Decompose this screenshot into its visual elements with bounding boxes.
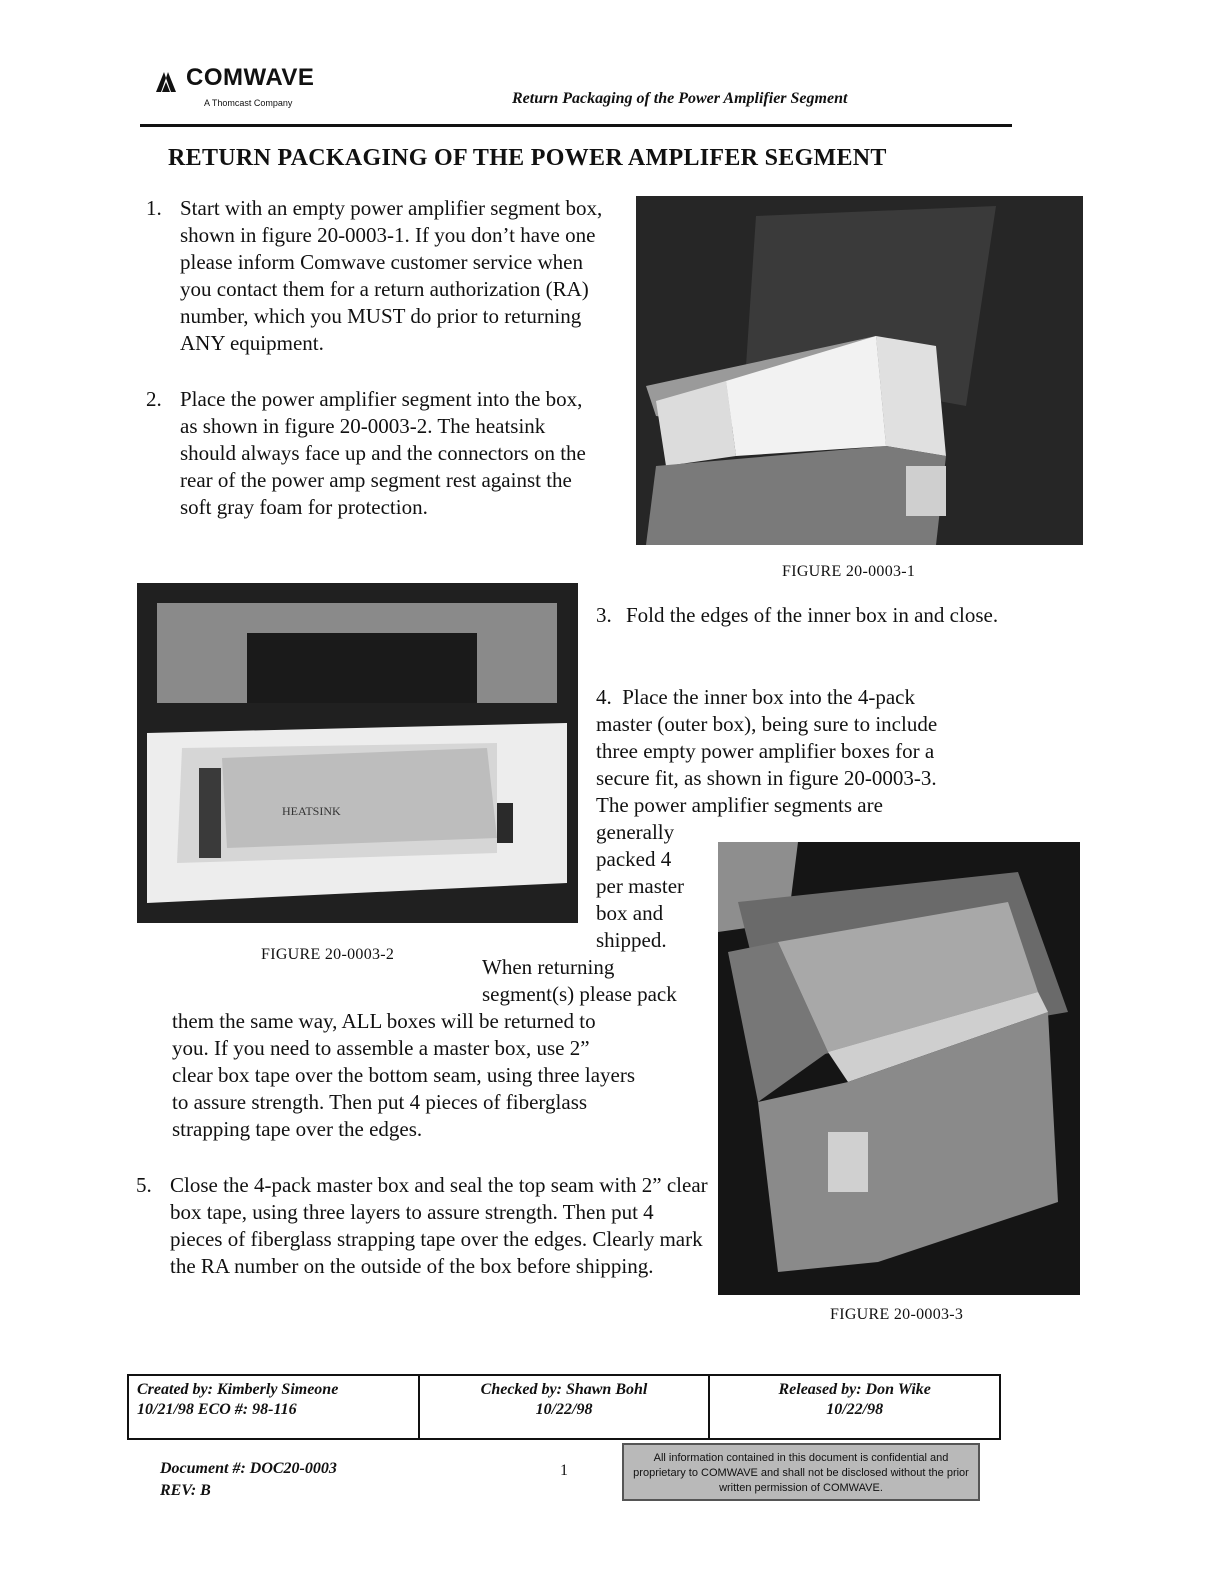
logo-subtitle: A Thomcast Company [204, 98, 293, 108]
step-4-line: them the same way, ALL boxes will be returned to [172, 1009, 596, 1033]
company-logo [152, 64, 352, 114]
step-text-line: Place the inner box into the 4-pack [622, 685, 915, 709]
page-number: 1 [560, 1462, 568, 1479]
step-4-line: packed 4 [596, 847, 672, 871]
created-date-eco: 10/21/98 ECO #: 98-116 [137, 1401, 297, 1418]
logo-text: COMWAVE [186, 64, 315, 91]
step-text: Start with an empty power amplifier segment box, shown in figure 20-0003-1. If you don’t have one please inform Comwave customer service when you contact them for a return authorization (RA) number, which you MUST do prior to returning ANY equipment. [180, 196, 603, 355]
figure-3-caption: FIGURE 20-0003-3 [830, 1306, 964, 1323]
step-4-line: strapping tape over the edges. [172, 1117, 423, 1141]
step-4-line: When returning [482, 955, 615, 979]
step-5 [136, 1172, 708, 1280]
figure-3-photo [718, 842, 1080, 1295]
running-title: Return Packaging of the Power Amplifier Segment [512, 90, 848, 107]
step-4-line: master (outer box), being sure to include [596, 712, 938, 736]
step-4-line: to assure strength. Then put 4 pieces of fiberglass [172, 1090, 588, 1114]
figure-1-photo [636, 196, 1083, 545]
revision: REV: B [160, 1482, 211, 1499]
step-text: Close the 4-pack master box and seal the top seam with 2” clear box tape, using three layers to assure strength. Then put 4 pieces of fiberglass strapping tape over the edges. Clearly mark the RA number on the outside of the box before shipping. [170, 1173, 708, 1278]
figure-2-photo [137, 583, 578, 923]
checked-date: 10/22/98 [535, 1401, 593, 1418]
confidentiality-notice: All information contained in this document is confidential and proprietary to COMWAVE and shall not be disclosed without the prior written permission of COMWAVE. [622, 1443, 980, 1501]
comwave-logo-icon [152, 68, 180, 94]
document-number: Document #: DOC20-0003 [160, 1460, 337, 1477]
step-4-line: clear box tape over the bottom seam, using three layers [172, 1063, 636, 1087]
document-info [160, 1458, 337, 1502]
step-4 [596, 684, 915, 711]
step-4-line: shipped. [596, 928, 667, 952]
step-text: Place the power amplifier segment into the box, as shown in figure 20-0003-2. The heatsink should always face up and the connectors on the rear of the power amp segment rest against the soft gray foam for protection. [180, 387, 586, 519]
step-4-line: segment(s) please pack [482, 982, 677, 1006]
step-4-line: secure fit, as shown in figure 20-0003-3. [596, 766, 937, 790]
released-cell [710, 1376, 999, 1438]
checked-cell [420, 1376, 711, 1438]
step-number: 2. [146, 387, 162, 411]
step-number: 4. [596, 685, 612, 709]
step-4-line: you. If you need to assemble a master box, use 2” [172, 1036, 590, 1060]
step-4-line: three empty power amplifier boxes for a [596, 739, 935, 763]
created-by: Created by: Kimberly Simeone [137, 1381, 339, 1398]
step-number: 5. [136, 1173, 152, 1197]
box-photo-illustration [636, 196, 1083, 545]
step-text: Fold the edges of the inner box in and close. [626, 603, 999, 627]
step-2 [146, 386, 596, 521]
figure-2-caption: FIGURE 20-0003-2 [261, 946, 395, 963]
step-1 [146, 195, 618, 357]
header-divider [140, 124, 1012, 127]
step-number: 3. [596, 603, 612, 627]
created-cell [129, 1376, 420, 1438]
step-3 [596, 602, 1006, 629]
heatsink-label: HEATSINK [282, 804, 341, 818]
amplifier-in-box-illustration [137, 583, 578, 923]
released-by: Released by: Don Wike [778, 1381, 931, 1398]
step-4-line: box and [596, 901, 664, 925]
checked-by: Checked by: Shawn Bohl [480, 1381, 648, 1398]
master-box-illustration [718, 842, 1080, 1295]
step-4-line: per master [596, 874, 685, 898]
page-title: RETURN PACKAGING OF THE POWER AMPLIFER SEGMENT [168, 145, 887, 171]
step-4-line: The power amplifier segments are [596, 793, 883, 817]
figure-1-caption: FIGURE 20-0003-1 [782, 563, 916, 580]
step-4-line: generally [596, 820, 675, 844]
released-date: 10/22/98 [826, 1401, 884, 1418]
approval-table [127, 1374, 1001, 1440]
step-number: 1. [146, 196, 162, 220]
